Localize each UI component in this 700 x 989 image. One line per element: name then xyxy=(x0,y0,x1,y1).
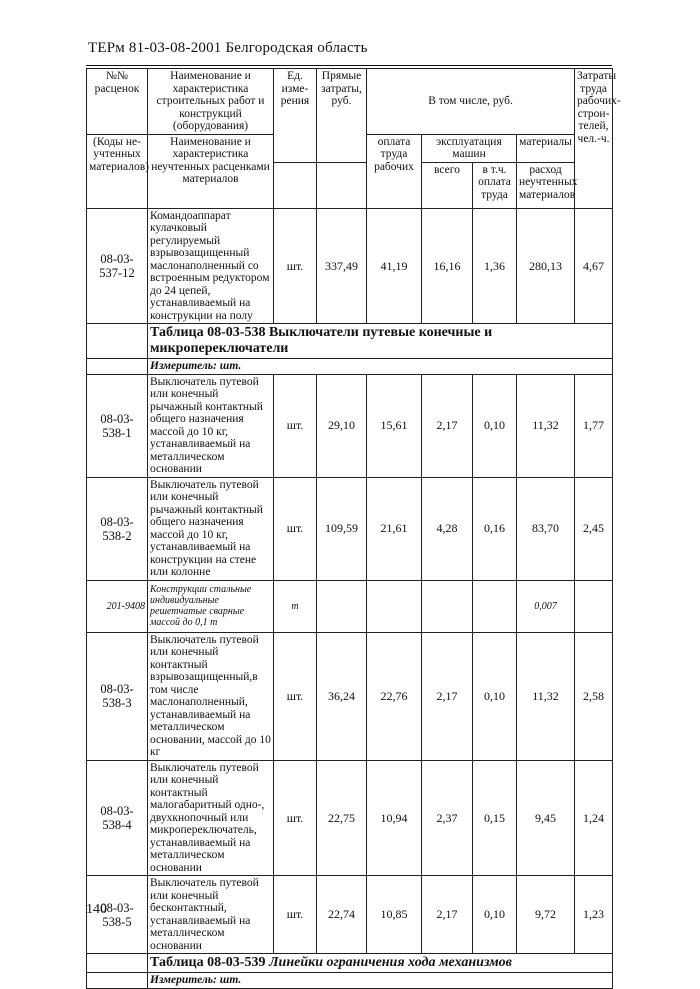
row-code: 08-03-538-4 xyxy=(87,760,148,876)
row-machines-pay: 0,10 xyxy=(473,374,517,477)
material-code: 201-9408 xyxy=(87,580,148,632)
row-name: Командоаппарат кулачковый регулируемый взрывозащищенный маслонаполненный со встроенным редуктором до 24 цепей, устанавливаемый на конструкции на полу xyxy=(148,208,274,324)
section-title xyxy=(148,954,613,973)
col-materials-alt-header: расход неучтенных материалов xyxy=(517,162,575,208)
row-code: 08-03-538-5 xyxy=(87,876,148,954)
row-materials: 11,32 xyxy=(517,374,575,477)
col-unit-header: Ед. изме-рения xyxy=(274,69,317,163)
row-name: Выключатель путевой или конечный рычажный контактный общего назначения массой до 10 кг, устанавливаемый на конструкции на стене или колонне xyxy=(148,477,274,580)
row-code: 08-03-537-12 xyxy=(87,208,148,324)
col-code-alt-header: (Коды не-учтенных материалов) xyxy=(87,134,148,208)
col-name-alt-header: Наименование и характеристика неучтенных расценками материалов xyxy=(148,134,274,208)
row-code: 08-03-538-1 xyxy=(87,374,148,477)
row-pay: 21,61 xyxy=(367,477,422,580)
table-row xyxy=(87,876,613,954)
row-direct: 22,75 xyxy=(317,760,367,876)
section-title-name: Линейки ограничения хода механизмов xyxy=(268,955,512,970)
row-machines: 4,28 xyxy=(422,477,473,580)
row-labor: 2,45 xyxy=(575,477,613,580)
measure-label: Измеритель: шт. xyxy=(148,359,613,375)
row-direct: 29,10 xyxy=(317,374,367,477)
material-unit: т xyxy=(274,580,317,632)
row-labor: 1,23 xyxy=(575,876,613,954)
row-direct: 109,59 xyxy=(317,477,367,580)
row-direct: 36,24 xyxy=(317,632,367,760)
row-name: Выключатель путевой или конечный контактный малогабаритный одно-, двухкнопочный или микропереключатель, устанавливаемый на металлическом основании xyxy=(148,760,274,876)
row-machines: 16,16 xyxy=(422,208,473,324)
col-code-header: №№ расценок xyxy=(87,69,148,135)
row-pay: 10,85 xyxy=(367,876,422,954)
row-pay: 22,76 xyxy=(367,632,422,760)
row-unit: шт. xyxy=(274,760,317,876)
table-row xyxy=(87,374,613,477)
page-number: 140 xyxy=(86,902,107,917)
row-machines-pay: 0,16 xyxy=(473,477,517,580)
row-machines: 2,17 xyxy=(422,876,473,954)
row-materials: 9,72 xyxy=(517,876,575,954)
material-name: Конструкции стальные индивидуальные решетчатые сварные массой до 0,1 т xyxy=(148,580,274,632)
section-row xyxy=(87,324,613,359)
row-machines-pay: 0,10 xyxy=(473,876,517,954)
measure-row xyxy=(87,359,613,375)
row-machines: 2,17 xyxy=(422,374,473,477)
row-unit: шт. xyxy=(274,208,317,324)
row-direct: 22,74 xyxy=(317,876,367,954)
row-pay: 10,94 xyxy=(367,760,422,876)
row-name: Выключатель путевой или конечный рычажный контактный общего назначения массой до 10 кг, устанавливаемый на металлическом основании xyxy=(148,374,274,477)
row-code: 08-03-538-2 xyxy=(87,477,148,580)
col-labor-header: Затраты труда рабочих-строи-телей, чел.-ч. xyxy=(575,69,613,209)
table-row xyxy=(87,477,613,580)
row-labor: 4,67 xyxy=(575,208,613,324)
col-machines-total-header: всего xyxy=(422,162,473,208)
row-pay: 15,61 xyxy=(367,374,422,477)
measure-label: Измеритель: шт. xyxy=(148,973,613,989)
col-materials-header: материалы xyxy=(517,134,575,162)
row-unit: шт. xyxy=(274,374,317,477)
col-name-header: Наименование и характеристика строительных работ и конструкций (оборудования) xyxy=(148,69,274,135)
table-row xyxy=(87,208,613,324)
header-rule xyxy=(86,65,612,66)
row-labor: 1,77 xyxy=(575,374,613,477)
section-title-prefix: Таблица 08-03-539 xyxy=(150,955,269,970)
row-materials: 280,13 xyxy=(517,208,575,324)
row-machines: 2,37 xyxy=(422,760,473,876)
row-materials: 83,70 xyxy=(517,477,575,580)
row-machines-pay: 0,10 xyxy=(473,632,517,760)
section-title: Таблица 08-03-538 Выключатели путевые конечные и микропереключатели xyxy=(148,324,613,359)
row-code: 08-03-538-3 xyxy=(87,632,148,760)
row-pay: 41,19 xyxy=(367,208,422,324)
row-machines-pay: 0,15 xyxy=(473,760,517,876)
material-row xyxy=(87,580,613,632)
row-machines-pay: 1,36 xyxy=(473,208,517,324)
row-labor: 1,24 xyxy=(575,760,613,876)
row-name: Выключатель путевой или конечный контактный взрывозащищенный,в том числе маслонаполненный, устанавливаемый на металлическом основании, массой до 10 кг xyxy=(148,632,274,760)
row-unit: шт. xyxy=(274,876,317,954)
header-row-1 xyxy=(87,69,613,135)
col-machines-header: эксплуатация машин xyxy=(422,134,517,162)
material-qty: 0,007 xyxy=(517,580,575,632)
row-machines: 2,17 xyxy=(422,632,473,760)
page-header xyxy=(88,40,368,57)
row-materials: 11,32 xyxy=(517,632,575,760)
row-unit: шт. xyxy=(274,477,317,580)
table-row xyxy=(87,760,613,876)
section-row xyxy=(87,954,613,973)
col-machines-pay-header: в т.ч. оплата труда xyxy=(473,162,517,208)
measure-row xyxy=(87,973,613,989)
col-pay-header: оплата труда рабочих xyxy=(367,134,422,208)
table-row xyxy=(87,632,613,760)
norms-table xyxy=(86,68,621,989)
col-incl-header: В том числе, руб. xyxy=(367,69,575,135)
row-unit: шт. xyxy=(274,632,317,760)
row-labor: 2,58 xyxy=(575,632,613,760)
page-header-title: ТЕРм 81-03-08-2001 Белгородская область xyxy=(88,40,368,56)
col-direct-header: Прямые затраты, руб. xyxy=(317,69,367,163)
row-name: Выключатель путевой или конечный бесконтактный, устанавливаемый на металлическом основании xyxy=(148,876,274,954)
row-materials: 9,45 xyxy=(517,760,575,876)
row-direct: 337,49 xyxy=(317,208,367,324)
